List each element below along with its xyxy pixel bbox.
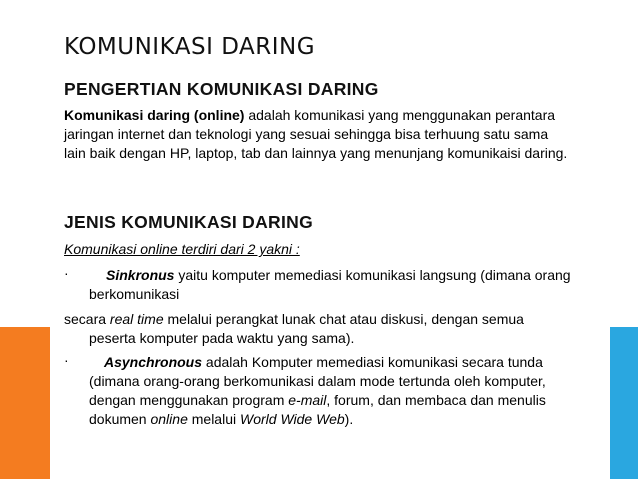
list-item-sinkronus: Sinkronus yaitu komputer memediasi komunikasi langsung (dimana orang <box>106 267 571 283</box>
list-item-asynchronous-line-2: (dimana orang-orang berkomunikasi dalam mode tertunda oleh komputer, <box>89 373 546 389</box>
bullet-icon: · <box>64 265 69 281</box>
list-item-sinkronus-cont-2: peserta komputer pada waktu yang sama). <box>89 330 355 346</box>
list-item-asynchronous-line-4: dokumen online melalui World Wide Web). <box>89 411 354 427</box>
list-item-asynchronous-line-3: dengan menggunakan program e-mail, forum, dan membaca dan menulis <box>89 392 546 408</box>
bullet-icon: · <box>64 352 69 368</box>
definition-line-3: lain baik dengan HP, laptop, tab dan lainnya yang menunjang komunikaisi daring. <box>64 145 568 161</box>
list-item-asynchronous: Asynchronous adalah Komputer memediasi komunikasi secara tunda <box>104 354 543 370</box>
list-item-sinkronus-cont-1: secara real time melalui perangkat lunak chat atau diskusi, dengan semua <box>64 311 524 327</box>
section-heading-types: JENIS KOMUNIKASI DARING <box>64 212 314 232</box>
section-heading-definition: PENGERTIAN KOMUNIKASI DARING <box>64 79 379 99</box>
slide-title: KOMUNIKASI DARING <box>64 34 316 60</box>
list-item-sinkronus-line-2: berkomunikasi <box>89 286 180 302</box>
definition-line-1: Komunikasi daring (online) adalah komunikasi yang menggunakan perantara <box>64 107 556 123</box>
types-intro: Komunikasi online terdiri dari 2 yakni : <box>64 241 300 257</box>
definition-term: Komunikasi daring (online) <box>64 107 245 123</box>
definition-line-2: jaringan internet dan teknologi yang sesuai sehingga bisa terhuung satu sama <box>64 126 549 142</box>
